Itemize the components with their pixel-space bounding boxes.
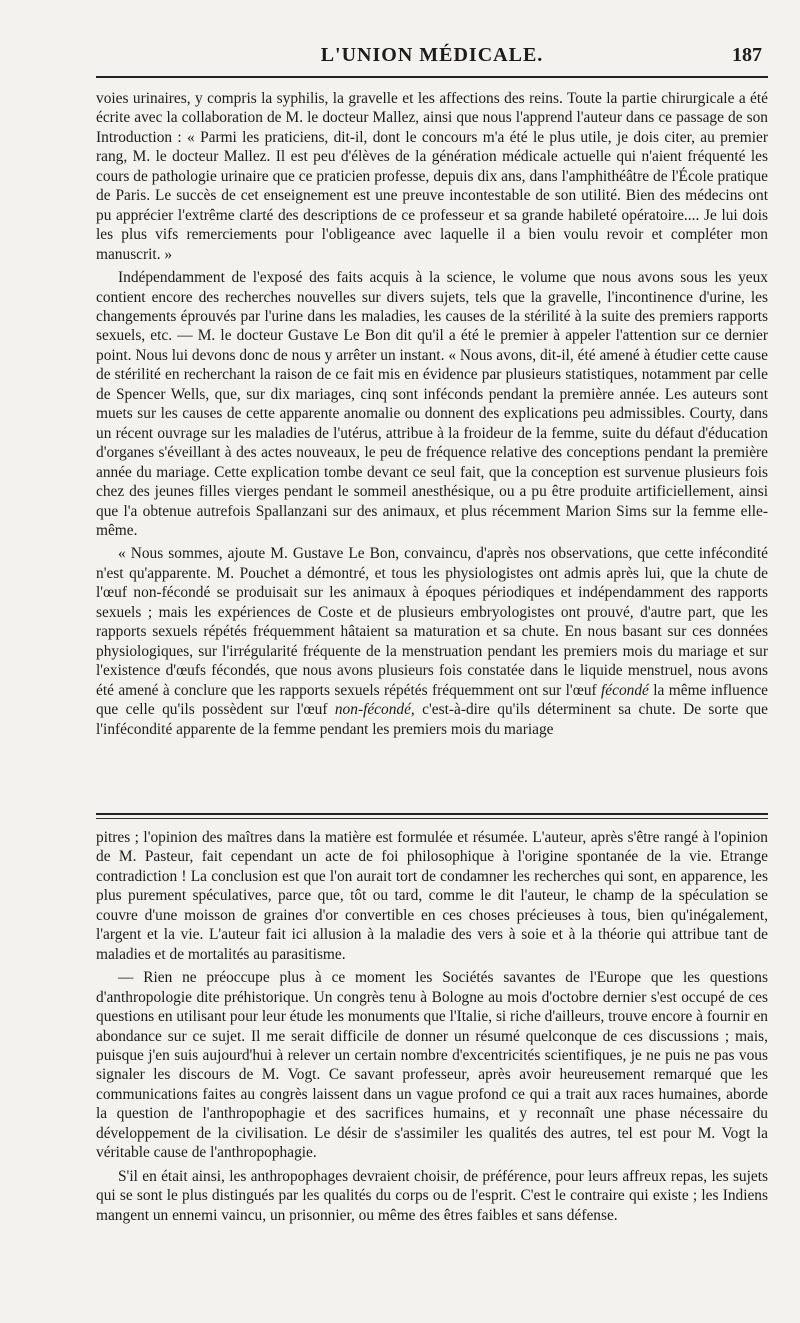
- running-title: L'UNION MÉDICALE.: [320, 44, 544, 66]
- italic-term: fécondé: [601, 681, 649, 699]
- paragraph-continuation: voies urinaires, y compris la syphilis, la gravelle et les affections des reins. Toute la partie chirurgicale a été écrite avec la collaboration de M. le docteur Mallez, ainsi que nous l'apprend l'auteur dans ce passage de son Introduction : « Parmi les praticiens, dit-il, dont le concours m'a été le plus utile, je dois citer, au premier rang, M. le docteur Mallez. Il est peu d'élèves de la génération médicale actuelle qui n'aient fréquenté les cours de pathologie urinaire que ce praticien professe, depuis dix ans, dans l'amphithéâtre de l'École pratique de Paris. Le succès de cet enseignement est une preuve incontestable de son utilité. Bien des médecins ont pu apprécier l'extrême clarté des descriptions de ce professeur et sa grande habileté opératoire.... Je lui dois les plus vifs remerciements pour l'obligeance avec laquelle il a bien voulu revoir et compléter mon manuscrit. »: [96, 90, 768, 263]
- italic-term: non-fécondé,: [334, 701, 415, 719]
- header-rule: [96, 76, 768, 78]
- paragraph-quote: [96, 544, 768, 739]
- text-run: c'est-à-dire qu'ils déterminent sa chute. De sorte que l'infécondité apparente de la femme pendant les premiers mois du mariage: [96, 701, 768, 738]
- page-number: 187: [732, 44, 762, 66]
- lower-column: [96, 828, 768, 1225]
- section-rule-top: [96, 813, 768, 815]
- page-header: [96, 40, 768, 76]
- text-run: « Nous sommes, ajoute M. Gustave Le Bon, convaincu, d'après nos observations, que cette infécondité n'est qu'apparente. M. Pouchet a démontré, et tous les physiologistes ont admis après lui, que la chute de l'œuf non-fécondé se produisait sur les animaux à époques périodiques et indépendamment des rapports sexuels ; mais les expériences de Coste et de plusieurs embryologistes ont prouvé, d'autre part, que les rapports sexuels répétés fréquemment hâtaient sa maturation et sa chute. En nous basant sur ces données physiologiques, sur l'irrégularité fréquente de la menstruation pendant les premiers mois du mariage et sur l'existence d'œufs fécondés, que nous avons plusieurs fois constatée dans le liquide menstruel, nous avons été amené à conclure que les rapports sexuels répétés fréquemment ont sur l'œuf: [96, 545, 768, 699]
- upper-column: [96, 89, 768, 739]
- paragraph: — Rien ne préoccupe plus à ce moment les Sociétés savantes de l'Europe que les questions d'anthropologie dite préhistorique. Un congrès tenu à Bologne au mois d'octobre dernier s'est occupé de ces questions en utilisant pour leur étude les monuments que l'Italie, si riche d'ailleurs, trouve encore à fournir en abondance sur ce sujet. Il me serait difficile de donner un résumé quelconque de ces discussions ; mais, puisque j'en suis aujourd'hui à relever un certain nombre d'excentricités scientifiques, je ne puis ne pas vous signaler les discours de M. Vogt. Ce savant professeur, après avoir heureusement remarqué que les communications faites au congrès laissent dans un vague profond ce qui a trait aux races humaines, aborde la question de l'anthropophagie et des sacrifices humains, et y reconnaît une phase nécessaire du développement de la civilisation. Le désir de s'assimiler les qualités des autres, tel est pour M. Vogt la véritable cause de l'anthropophagie.: [96, 969, 768, 1162]
- section-rule-bottom: [96, 818, 768, 819]
- paragraph: Indépendamment de l'exposé des faits acquis à la science, le volume que nous avons sous les yeux contient encore des recherches nouvelles sur divers sujets, tels que la gravelle, l'incontinence d'urine, les changements éprouvés par l'urine dans les maladies, les causes de la stérilité à la suite des premiers rapports sexuels, etc. — M. le docteur Gustave Le Bon dit qu'il a été le premier à appeler l'attention sur ce dernier point. Nous lui devons donc de nous y arrêter un instant. « Nous avons, dit-il, été amené à étudier cette cause de stérilité en recherchant la raison de ce fait mis en évidence par plusieurs statistiques, notamment par celle de Spencer Wells, que, sur dix mariages, cinq sont inféconds pendant la première année. Les auteurs sont muets sur les causes de cette apparente anomalie ou donnent des explications peu admissibles. Courty, dans un récent ouvrage sur les maladies de l'utérus, attribue à la froideur de la femme, suite du défaut d'éducation d'organes s'éveillant à des actes nouveaux, le peu de fréquence relative des conceptions pendant la première année du mariage. Cette explication tombe devant ce seul fait, que la conception est survenue plusieurs fois chez des jeunes filles vierges pendant le sommeil anesthésique, ou a pu être produite artificiellement, ainsi que l'a obtenue autrefois Spallanzani sur des animaux, et plus récemment Marion Sims sur la femme elle-même.: [96, 269, 768, 539]
- paragraph-continuation: pitres ; l'opinion des maîtres dans la matière est formulée et résumée. L'auteur, après s'être rangé à l'opinion de M. Pasteur, fait cependant un acte de foi philosophique à l'origine spontanée de la vie. Etrange contradiction ! La conclusion est que l'on aurait tort de condamner les recherches qui sont, en apparence, les plus purement spéculatives, parce que, tôt ou tard, comme le dit l'auteur, le champ de la spéculation se couvre d'une moisson de graines d'or convertible en ces choses précieuses à tous, bien qu'inégalement, l'argent et la vie. L'auteur fait ici allusion à la maladie des vers à soie et à la théorie qui attribue tant de maladies et de mortalités au parasitisme.: [96, 829, 768, 963]
- text-run: la même influence que celle qu'ils possèdent sur l'œuf: [96, 681, 769, 719]
- paragraph: S'il en était ainsi, les anthropophages devraient choisir, de préférence, pour leurs affreux repas, les sujets qui se sont le plus distingués par les qualités du corps ou de l'esprit. C'est le contraire qui existe ; les Indiens mangent un ennemi vaincu, un prisonnier, ou même des êtres faibles et sans défense.: [96, 1167, 768, 1224]
